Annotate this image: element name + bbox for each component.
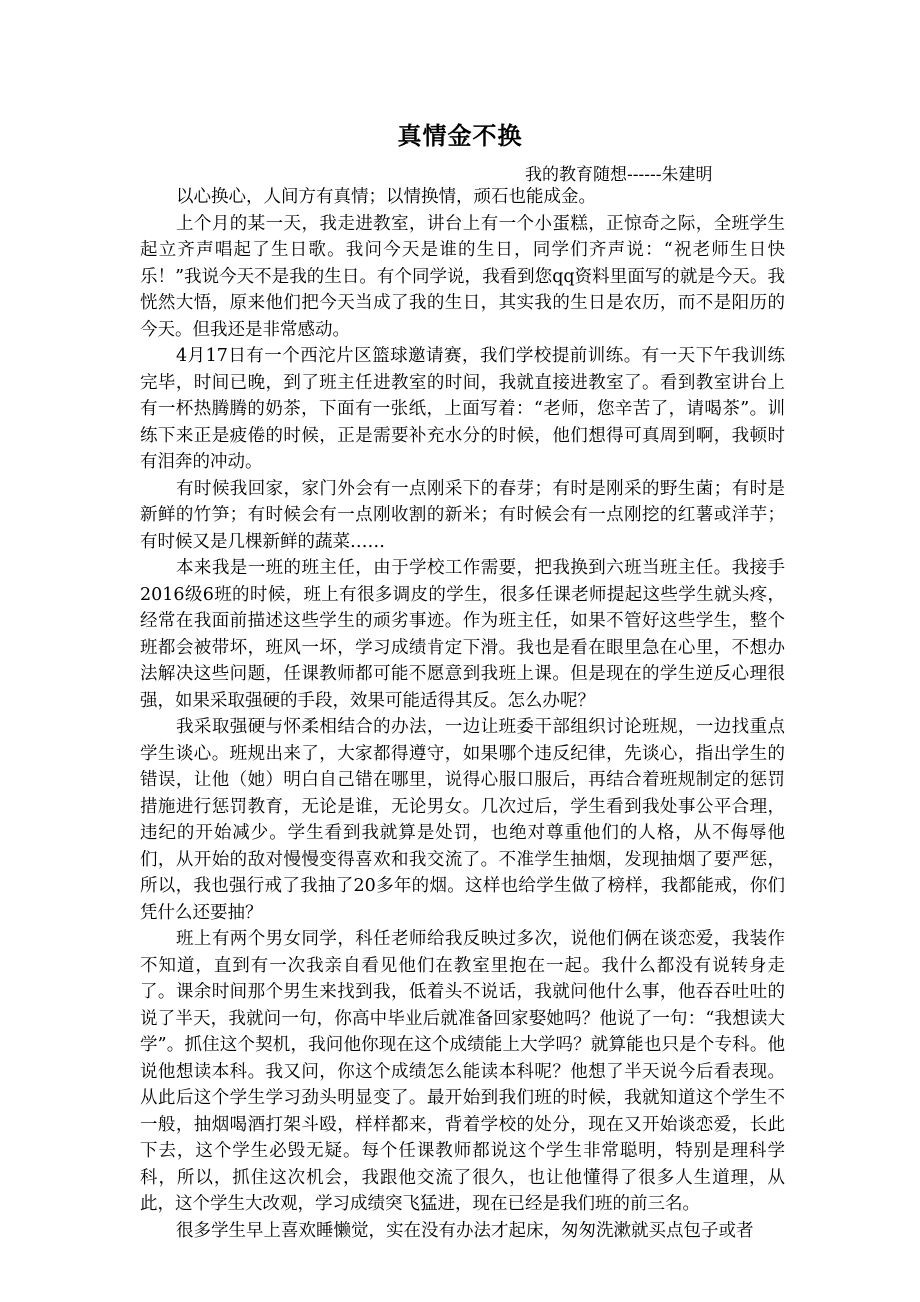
document-byline: 我的教育随想------朱建明 <box>525 165 713 185</box>
paragraph-milk-tea: 4月17日有一个西沱片区篮球邀请赛，我们学校提前训练。有一天下午我训练完毕，时间已晚，到了班主任进教室的时间，我就直接进教室了。看到教室讲台上有一杯热腾腾的奶茶，下面有一张纸，上面写着：“老师，您辛苦了，请喝茶”。训练下来正是疲倦的时候，正是需要补充水分的时候，他们想得可真周到啊，我顿时有泪奔的冲动。 <box>140 346 785 472</box>
paragraph-gifts: 有时候我回家，家门外会有一点刚采下的春芽；有时是刚采的野生菌；有时是新鲜的竹笋；有时候会有一点刚收割的新米；有时候会有一点刚挖的红薯或洋芋；有时候又是几棵新鲜的蔬菜…… <box>140 478 785 552</box>
paragraph-student-story: 班上有两个男女同学，科任老师给我反映过多次，说他们俩在谈恋爱，我装作不知道，直到有一次我亲自看见他们在教室里抱在一起。我什么都没有说转身走了。课余时间那个男生来找到我，低着头不说话，我就问他什么事，他吞吞吐吐的说了半天，我就问一句，你高中毕业后就准备回家娶她吗？他说了一句：“我想读大学”。抓住这个契机，我问他你现在这个成绩能上大学吗？就算能也只是个专科。他说他想读本科。我又问，你这个成绩怎么能读本科呢？他想了半天说今后看表现。从此后这个学生学习劲头明显变了。最开始到我们班的时候，我就知道这个学生不一般，抽烟喝酒打架斗殴，样样都来，背着学校的处分，现在又开始谈恋爱，长此下去，这个学生必毁无疑。每个任课教师都说这个学生非常聪明，特别是理科学科，所以，抓住这次机会，我跟他交流了很久，也让他懂得了很多人生道理，从此，这个学生大改观，学习成绩突飞猛进，现在已经是我们班的前三名。 <box>140 929 785 1214</box>
paragraph-class-rules: 我采取强硬与怀柔相结合的办法，一边让班委干部组织讨论班规，一边找重点学生谈心。班规出来了，大家都得遵守，如果哪个违反纪律，先谈心，指出学生的错误，让他（她）明白自己错在哪里，说得心服口服后，再结合着班规制定的惩罚措施进行惩罚教育，无论是谁，无论男女。几次过后，学生看到我处事公平合理，违纪的开始减少。学生看到我就算是处罚，也绝对尊重他们的人格，从不侮辱他们，从开始的敌对慢慢变得喜欢和我交流了。不准学生抽烟，发现抽烟了要严惩，所以，我也强行戒了我抽了20多年的烟。这样也给学生做了榜样，我都能戒，你们凭什么还要抽？ <box>140 717 785 923</box>
document-title: 真情金不换 <box>397 121 523 150</box>
document-body <box>140 184 785 1244</box>
paragraph-motto: 以心换心，人间方有真情；以情换情，顽石也能成金。 <box>176 187 596 207</box>
paragraph-class-change: 本来我是一班的班主任，由于学校工作需要，把我换到六班当班主任。我接手2016级6班的时候，班上有很多调皮的学生，很多任课老师提起这些学生就头疼，经常在我面前描述这些学生的顽劣事迹。作为班主任，如果不管好这些学生，整个班都会被带坏，班风一坏，学习成绩肯定下滑。我也是看在眼里急在心里，不想办法解决这些问题，任课教师都可能不愿意到我班上课。但是现在的学生逆反心理很强，如果采取强硬的手段，效果可能适得其反。怎么办呢？ <box>140 558 785 711</box>
paragraph-birthday: 上个月的某一天，我走进教室，讲台上有一个小蛋糕，正惊奇之际，全班学生起立齐声唱起了生日歌。我问今天是谁的生日，同学们齐声说：“祝老师生日快乐！”我说今天不是我的生日。有个同学说，我看到您qq资料里面写的就是今天。我恍然大悟，原来他们把今天当成了我的生日，其实我的生日是农历，而不是阳历的今天。但我还是非常感动。 <box>140 213 785 340</box>
paragraph-morning: 很多学生早上喜欢睡懒觉，实在没有办法才起床，匆匆洗漱就买点包子或者 <box>176 1220 754 1241</box>
